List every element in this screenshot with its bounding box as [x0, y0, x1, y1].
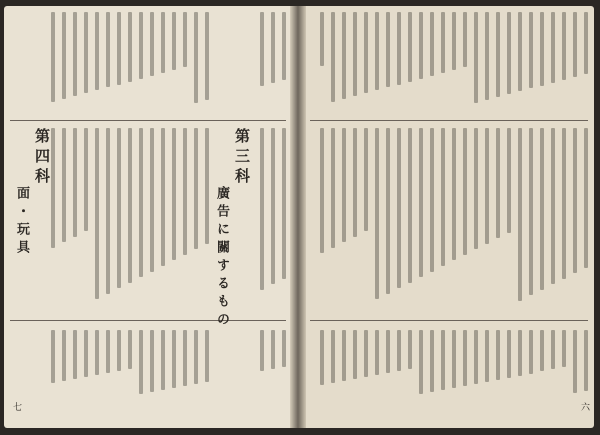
text-line — [117, 330, 121, 371]
text-line — [452, 12, 456, 70]
text-line — [161, 330, 165, 390]
text-line — [507, 128, 511, 233]
text-line — [397, 128, 401, 288]
text-line — [73, 128, 77, 237]
text-line — [419, 330, 423, 394]
text-line — [551, 12, 555, 83]
text-line — [496, 128, 500, 238]
text-line — [386, 128, 390, 294]
text-line — [562, 128, 566, 279]
text-line — [205, 330, 209, 382]
text-line — [62, 330, 66, 381]
text-line — [463, 128, 467, 255]
text-line — [51, 330, 55, 383]
text-line — [573, 330, 577, 393]
text-line — [375, 128, 379, 299]
text-line — [62, 12, 66, 99]
text-line — [496, 330, 500, 380]
text-line — [584, 128, 588, 268]
text-line — [507, 330, 511, 378]
text-line — [128, 12, 132, 82]
text-line — [452, 128, 456, 260]
text-line — [183, 12, 187, 67]
text-line — [540, 330, 544, 371]
text-line — [551, 330, 555, 369]
text-line — [161, 12, 165, 73]
text-line — [51, 12, 55, 102]
section-divider — [310, 320, 588, 321]
text-line — [194, 330, 198, 384]
text-line — [84, 330, 88, 377]
text-line — [551, 128, 555, 284]
text-line — [485, 12, 489, 100]
text-line — [419, 128, 423, 277]
text-line — [540, 12, 544, 86]
text-line — [386, 12, 390, 87]
text-line — [386, 330, 390, 373]
text-line — [194, 12, 198, 103]
text-line — [441, 330, 445, 390]
text-line — [73, 12, 77, 96]
text-line — [320, 12, 324, 66]
text-line — [95, 12, 99, 90]
text-line — [529, 12, 533, 88]
text-line — [397, 12, 401, 85]
text-line — [320, 128, 324, 253]
text-line — [282, 128, 286, 279]
text-line — [183, 128, 187, 255]
text-line — [117, 128, 121, 288]
text-line — [260, 12, 264, 86]
text-line — [408, 128, 412, 283]
text-line — [73, 330, 77, 379]
text-line — [584, 12, 588, 74]
text-line — [573, 12, 577, 77]
section-divider — [310, 120, 588, 121]
text-line — [260, 128, 264, 290]
text-line — [375, 330, 379, 375]
text-line — [562, 12, 566, 80]
text-line — [353, 12, 357, 96]
text-line — [320, 330, 324, 385]
text-line — [282, 12, 286, 80]
text-line — [441, 12, 445, 73]
text-line — [518, 330, 522, 376]
text-line — [540, 128, 544, 290]
text-line — [463, 12, 467, 67]
text-line — [518, 128, 522, 301]
text-line — [62, 128, 66, 242]
text-line — [397, 330, 401, 371]
text-line — [139, 12, 143, 79]
text-line — [106, 128, 110, 294]
text-line — [271, 12, 275, 83]
text-line — [441, 128, 445, 266]
book-gutter — [290, 6, 306, 428]
text-line — [408, 330, 412, 369]
text-line — [419, 12, 423, 79]
text-line — [496, 12, 500, 97]
page-number-left: 七 — [11, 402, 21, 411]
text-line — [342, 12, 346, 99]
text-line — [271, 128, 275, 284]
text-line — [128, 128, 132, 283]
section-label-3: 第三科 — [233, 128, 251, 188]
left-page — [4, 6, 294, 428]
text-line — [128, 330, 132, 369]
text-line — [342, 128, 346, 242]
text-line — [139, 330, 143, 394]
text-line — [331, 12, 335, 102]
text-line — [474, 330, 478, 384]
text-line — [529, 128, 533, 295]
text-line — [139, 128, 143, 277]
text-line — [562, 330, 566, 367]
text-line — [84, 128, 88, 231]
text-line — [485, 128, 489, 244]
text-line — [194, 128, 198, 249]
text-line — [205, 12, 209, 100]
text-line — [95, 128, 99, 299]
page-number-right: 六 — [579, 402, 589, 411]
text-line — [150, 128, 154, 272]
text-line — [364, 12, 368, 93]
text-line — [106, 12, 110, 87]
text-line — [271, 330, 275, 369]
text-line — [331, 128, 335, 248]
text-line — [430, 330, 434, 392]
text-line — [172, 12, 176, 70]
text-line — [485, 330, 489, 382]
text-line — [282, 330, 286, 367]
text-line — [150, 330, 154, 392]
text-line — [260, 330, 264, 371]
text-line — [430, 128, 434, 272]
text-line — [408, 12, 412, 82]
text-line — [84, 12, 88, 93]
text-line — [150, 12, 154, 76]
text-line — [95, 330, 99, 375]
text-line — [161, 128, 165, 266]
section-divider — [10, 120, 286, 121]
section-title-3: 廣告に關するもの — [214, 186, 229, 330]
text-line — [172, 330, 176, 388]
text-line — [364, 128, 368, 231]
text-line — [172, 128, 176, 260]
text-line — [474, 128, 478, 249]
text-line — [430, 12, 434, 76]
section-title-4: 面・玩具 — [14, 186, 29, 258]
text-line — [353, 330, 357, 379]
text-line — [375, 12, 379, 90]
text-line — [342, 330, 346, 381]
text-line — [117, 12, 121, 85]
text-line — [573, 128, 577, 273]
text-line — [183, 330, 187, 386]
section-label-4: 第四科 — [33, 128, 51, 188]
text-line — [51, 128, 55, 248]
text-line — [474, 12, 478, 103]
text-line — [584, 330, 588, 391]
text-line — [518, 12, 522, 91]
section-divider — [10, 320, 286, 321]
text-line — [353, 128, 357, 237]
text-line — [106, 330, 110, 373]
text-line — [452, 330, 456, 388]
text-line — [205, 128, 209, 244]
text-line — [364, 330, 368, 377]
text-line — [331, 330, 335, 383]
text-line — [463, 330, 467, 386]
text-line — [507, 12, 511, 94]
text-line — [529, 330, 533, 374]
